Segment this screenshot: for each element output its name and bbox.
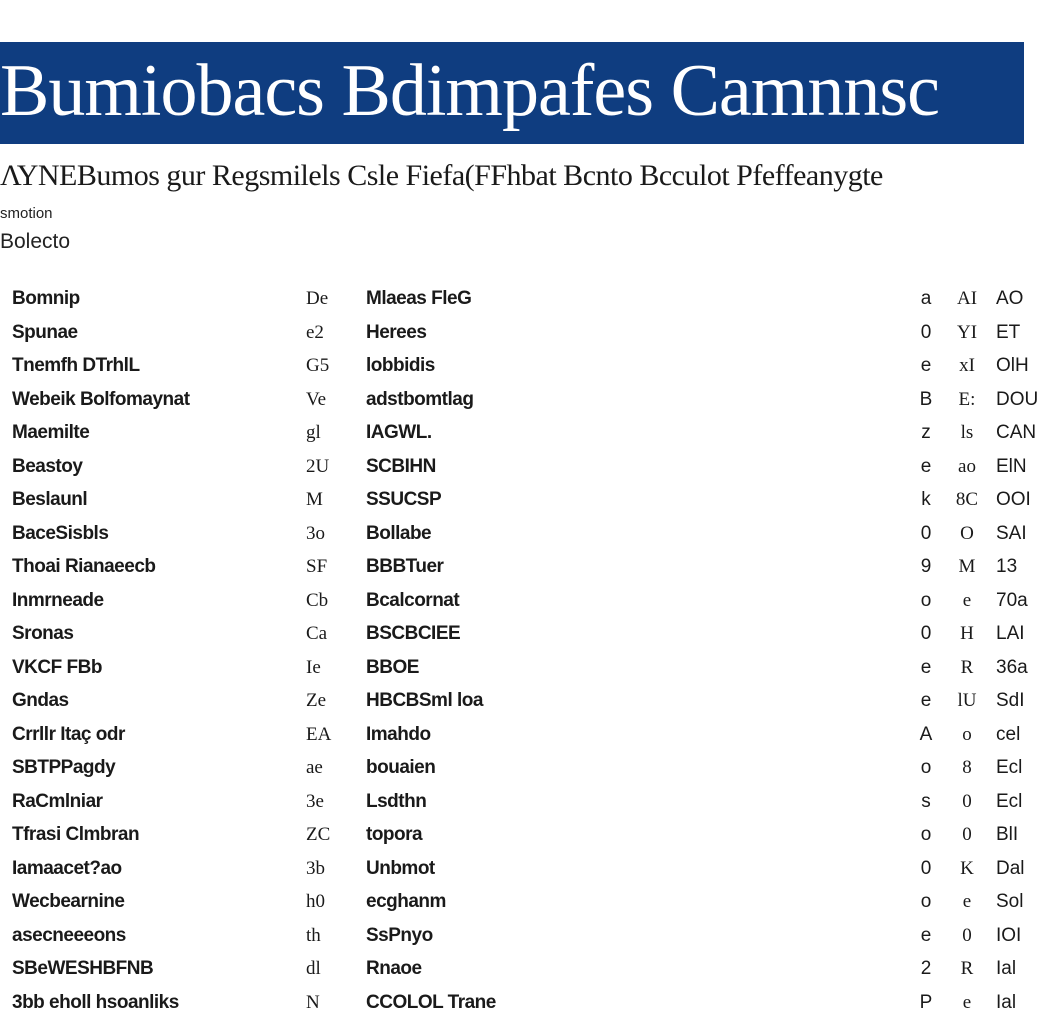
cell-flag-b: H: [960, 623, 974, 644]
cell-name: asecneeeons: [12, 924, 126, 946]
cell-code: ae: [306, 757, 323, 778]
cell-code: EA: [306, 723, 332, 745]
cell-flag-a: 0: [920, 857, 932, 879]
cell-name: 3bb eholl hsoanliks: [12, 991, 179, 1013]
cell-flag-a: 2: [920, 958, 932, 979]
cell-code: 3b: [306, 857, 325, 879]
cell-flag-b: AI: [956, 288, 978, 309]
cell-flag-a: o: [920, 891, 932, 912]
cell-code: Ca: [306, 623, 328, 644]
cell-flag-b: R: [960, 958, 974, 979]
cell-flag-c: 36a: [996, 656, 1028, 678]
cell-description: Imahdo: [366, 723, 431, 745]
cell-flag-b: e: [962, 589, 972, 611]
cell-flag-b: ao: [958, 455, 976, 477]
cell-flag-c: 70a: [996, 589, 1028, 611]
cell-description: SSUCSP: [366, 489, 442, 510]
table-row: [0, 282, 1024, 316]
cell-flag-c: Ial: [996, 991, 1017, 1013]
document-subtitle: ΛΥΝΕΒumos gur Regsmilels Csle Fiefa(FFhbat Bcnto Bcculot Pfeffeanygte: [0, 159, 883, 192]
cell-flag-a: 0: [920, 522, 932, 544]
cell-description: Unbmot: [366, 857, 435, 879]
cell-flag-b: 0: [962, 824, 972, 845]
table-row: [0, 517, 1027, 551]
cell-code: 3e: [306, 790, 324, 812]
cell-flag-a: s: [921, 790, 931, 812]
cell-flag-c: IOI: [996, 924, 1022, 946]
table-row: [0, 952, 1024, 986]
cell-flag-b: YI: [956, 321, 978, 343]
cell-flag-b: M: [958, 556, 976, 577]
cell-description: HBCBSml loa: [366, 690, 483, 711]
table-row: [0, 718, 1024, 752]
cell-flag-a: z: [921, 422, 931, 443]
table-row: [0, 751, 1024, 785]
cell-description: Herees: [366, 321, 427, 343]
cell-name: Beslaunl: [12, 489, 88, 510]
cell-flag-a: 9: [920, 556, 932, 577]
cell-flag-a: P: [919, 991, 933, 1013]
cell-name: Crrllr Itaç odr: [12, 723, 125, 745]
cell-code: e2: [306, 321, 324, 343]
cell-name: SBeWESHBFNB: [12, 958, 154, 979]
cell-flag-a: o: [920, 824, 932, 845]
cell-description: Lsdthn: [366, 790, 427, 812]
cell-name: SBTPPagdy: [12, 757, 116, 778]
table-row: [0, 550, 1024, 584]
table-row: [0, 450, 1027, 484]
cell-name: Iamaacet?ao: [12, 857, 122, 879]
table-row: [0, 885, 1024, 919]
table-row: [0, 416, 1037, 450]
cell-description: Mlaeas FleG: [366, 288, 472, 309]
cell-flag-b: ls: [960, 422, 974, 443]
cell-flag-a: 0: [920, 321, 932, 343]
cell-description: SsPnyo: [366, 924, 433, 946]
cell-description: lobbidis: [366, 355, 435, 376]
cell-flag-b: 8C: [955, 489, 979, 510]
cell-code: De: [306, 288, 329, 309]
cell-name: Wecbearnine: [12, 891, 125, 912]
table-row: [0, 986, 1024, 1020]
cell-code: dl: [306, 958, 321, 979]
cell-flag-a: 0: [920, 623, 932, 644]
table-row: [0, 383, 1038, 417]
cell-name: Sronas: [12, 623, 74, 644]
cell-code: G5: [306, 355, 330, 376]
cell-flag-b: e: [962, 891, 972, 912]
table-row: [0, 617, 1024, 651]
table-row: [0, 584, 1028, 618]
cell-flag-b: o: [962, 723, 972, 745]
cell-flag-c: cel: [996, 723, 1021, 745]
cell-flag-b: xI: [959, 355, 975, 376]
cell-code: M: [306, 489, 323, 510]
cell-flag-c: ElN: [996, 455, 1027, 477]
cell-description: SCBIHN: [366, 455, 436, 477]
cell-code: Cb: [306, 589, 329, 611]
cell-flag-c: OOI: [996, 489, 1031, 510]
cell-flag-c: ET: [996, 321, 1021, 343]
cell-description: adstbomtlag: [366, 388, 474, 410]
table-row: [0, 785, 1024, 819]
cell-flag-c: Dal: [996, 857, 1025, 879]
cell-flag-b: O: [960, 522, 974, 544]
data-table: [0, 282, 1038, 1013]
cell-flag-c: Ecl: [996, 757, 1023, 778]
document-title: Bumiobacs Bdimpafes Camnnsc: [0, 50, 939, 132]
table-row: [0, 684, 1024, 718]
cell-name: VKCF FBb: [12, 656, 102, 678]
cell-name: Tfrasi Clmbran: [12, 824, 140, 845]
cell-flag-a: e: [920, 656, 932, 678]
cell-flag-c: DOU: [996, 388, 1038, 410]
cell-code: gl: [306, 422, 321, 443]
cell-code: Ze: [306, 690, 327, 711]
cell-name: Tnemfh DTrhlL: [12, 355, 140, 376]
cell-name: Thoai Rianaeecb: [12, 556, 156, 577]
meta-value: Bolecto: [0, 230, 71, 253]
cell-description: CCOLOL Trane: [366, 991, 496, 1013]
cell-name: RaCmlniar: [12, 790, 103, 812]
cell-description: IAGWL.: [366, 422, 432, 443]
cell-description: BBOE: [366, 656, 419, 678]
table-row: [0, 483, 1031, 517]
cell-flag-a: o: [920, 589, 932, 611]
cell-name: Bomnip: [12, 288, 80, 309]
cell-description: Bollabe: [366, 522, 432, 544]
cell-code: ZC: [306, 824, 331, 845]
cell-flag-c: Sol: [996, 891, 1024, 912]
cell-flag-c: BlI: [996, 824, 1019, 845]
cell-flag-b: K: [960, 857, 974, 879]
cell-code: th: [306, 924, 321, 946]
cell-code: Ve: [306, 388, 327, 410]
cell-code: 2U: [306, 455, 330, 477]
cell-flag-a: k: [921, 489, 931, 510]
title-banner: [0, 42, 1024, 144]
table-row: [0, 919, 1024, 953]
table-row: [0, 316, 1024, 350]
cell-flag-c: CAN: [996, 422, 1037, 443]
table-row: [0, 818, 1024, 852]
table-row: [0, 651, 1028, 685]
cell-flag-a: B: [919, 388, 933, 410]
cell-name: Inmrneade: [12, 589, 104, 611]
cell-flag-c: Ecl: [996, 790, 1023, 812]
cell-description: BBBTuer: [366, 556, 444, 577]
cell-description: ecghanm: [366, 891, 446, 912]
cell-flag-a: A: [919, 723, 933, 745]
cell-code: h0: [306, 891, 325, 912]
cell-flag-b: e: [962, 991, 972, 1013]
cell-flag-b: R: [960, 656, 974, 678]
cell-description: bouaien: [366, 757, 436, 778]
cell-code: Ie: [306, 656, 321, 678]
cell-description: topora: [366, 824, 423, 845]
cell-flag-a: o: [920, 757, 932, 778]
cell-flag-a: e: [920, 455, 932, 477]
cell-flag-a: e: [920, 355, 932, 376]
cell-name: Spunae: [12, 321, 78, 343]
cell-flag-c: AO: [996, 288, 1024, 309]
cell-flag-a: e: [920, 690, 932, 711]
cell-flag-c: Ial: [996, 958, 1017, 979]
cell-flag-a: e: [920, 924, 932, 946]
cell-name: BaceSisbls: [12, 522, 109, 544]
cell-name: Maemilte: [12, 422, 90, 443]
cell-name: Gndas: [12, 690, 69, 711]
cell-flag-c: SdI: [996, 690, 1025, 711]
cell-flag-b: E:: [958, 388, 976, 410]
cell-flag-c: OlH: [996, 355, 1029, 376]
cell-flag-b: 8: [962, 757, 972, 778]
cell-flag-b: lU: [957, 690, 977, 711]
cell-description: BSCBCIEE: [366, 623, 461, 644]
cell-description: Bcalcornat: [366, 589, 460, 611]
cell-name: Beastoy: [12, 455, 83, 477]
meta-label: smotion: [0, 205, 53, 222]
cell-flag-c: 13: [996, 556, 1018, 577]
cell-code: N: [306, 991, 320, 1013]
cell-flag-a: a: [920, 288, 932, 309]
table-row: [0, 852, 1024, 886]
cell-code: 3o: [306, 522, 325, 544]
cell-description: Rnaoe: [366, 958, 422, 979]
cell-flag-b: 0: [962, 790, 972, 812]
cell-flag-c: LAI: [996, 623, 1025, 644]
table-row: [0, 349, 1029, 383]
cell-code: SF: [306, 556, 328, 577]
cell-name: Webeik Bolfomaynat: [12, 388, 190, 410]
cell-flag-b: 0: [962, 924, 972, 946]
cell-flag-c: SAI: [996, 522, 1027, 544]
